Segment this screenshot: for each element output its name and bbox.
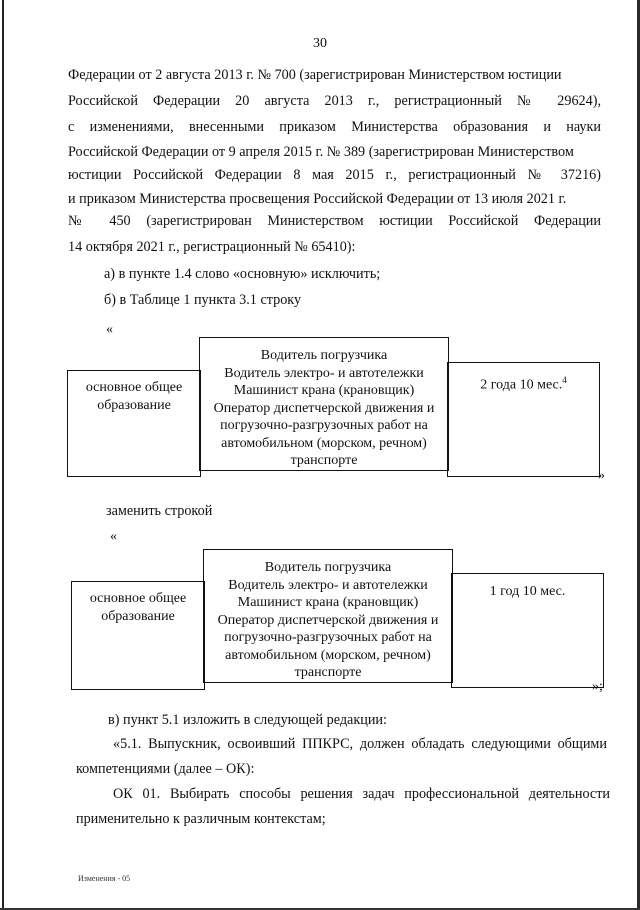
table-new-profession-4: Оператор диспетчерской движения и — [217, 612, 439, 628]
item-v: в) пункт 5.1 изложить в следующей редакции: — [108, 712, 387, 728]
table-new-profession-6: автомобильном (морском, речном) — [225, 647, 431, 663]
table-old-profession-7: транспорте — [290, 453, 358, 468]
table-new-education-line-2: образование — [101, 608, 175, 624]
open-quote-new: « — [110, 529, 117, 544]
scan-edge-left — [2, 0, 4, 910]
table-old-education-line-1: основное общее — [85, 380, 183, 395]
table-old-term: 2 года 10 мес. — [480, 377, 563, 393]
quote-paragraph-line-1: «5.1. Выпускник, освоивший ППКРС, должен обладать следующими общими — [113, 736, 607, 752]
close-quote-new: »; — [592, 679, 603, 694]
footer-note: Изменения - 05 — [78, 874, 131, 883]
table-old-education-cell — [67, 370, 201, 477]
item-a: а) в пункте 1.4 слово «основную» исключить; — [104, 266, 381, 282]
table-new-profession-7: транспорте — [294, 665, 362, 680]
table-new-term: 1 год 10 мес. — [489, 584, 566, 599]
ok01-line-1: ОК 01. Выбирать способы решения задач профессиональной деятельности — [113, 786, 610, 802]
replace-text: заменить строкой — [106, 503, 213, 519]
close-quote-old: » — [598, 468, 605, 483]
page-number: 30 — [313, 36, 327, 51]
quote-paragraph-line-2: компетенциями (далее – ОК): — [76, 761, 255, 777]
table-new-education-cell — [71, 581, 205, 690]
table-old-profession-1: Водитель погрузчика — [260, 348, 388, 363]
open-quote-old: « — [106, 322, 113, 337]
ok01-line-2: применительно к различным контекстам; — [76, 811, 326, 827]
item-b: б) в Таблице 1 пункта 3.1 строку — [104, 292, 302, 308]
table-old-profession-4: Оператор диспетчерской движения и — [213, 400, 435, 416]
table-new-professions-cell — [203, 549, 453, 683]
table-old-profession-3: Машинист крана (крановщик) — [233, 383, 415, 398]
table-new-term-cell — [451, 573, 604, 688]
table-new-profession-2: Водитель электро- и автотележки — [228, 577, 428, 593]
intro-line-6: и приказом Министерства просвещения Российской Федерации от 13 июля 2021 г. — [68, 191, 567, 207]
table-new-education-line-1: основное общее — [89, 591, 187, 606]
intro-line-8: 14 октября 2021 г., регистрационный № 65410): — [68, 239, 356, 255]
table-old-profession-2: Водитель электро- и автотележки — [224, 365, 424, 381]
intro-line-4: Российской Федерации от 9 апреля 2015 г. № 389 (зарегистрирован Министерством — [68, 144, 574, 160]
table-old-term-cell — [447, 362, 600, 477]
table-old-profession-6: автомобильном (морском, речном) — [221, 435, 427, 451]
intro-line-3: с изменениями, внесенными приказом Министерства образования и науки — [68, 119, 601, 135]
table-new-profession-1: Водитель погрузчика — [264, 560, 392, 575]
intro-line-2: Российской Федерации 20 августа 2013 г., регистрационный № 29624), — [68, 93, 601, 109]
table-old-profession-5: погрузочно-разгрузочных работ на — [220, 418, 428, 433]
table-old-education-line-2: образование — [97, 397, 171, 413]
table-old-footnote: 4 — [562, 375, 567, 385]
table-new-profession-3: Машинист крана (крановщик) — [237, 595, 419, 610]
intro-line-7: № 450 (зарегистрирован Министерством юстиции Российской Федерации — [68, 213, 601, 229]
table-new-profession-5: погрузочно-разгрузочных работ на — [224, 630, 432, 645]
intro-line-1: Федерации от 2 августа 2013 г. № 700 (зарегистрирован Министерством юстиции — [68, 67, 562, 83]
table-old-professions-cell — [199, 337, 449, 471]
intro-line-5: юстиции Российской Федерации 8 мая 2015 г., регистрационный № 37216) — [68, 167, 601, 183]
